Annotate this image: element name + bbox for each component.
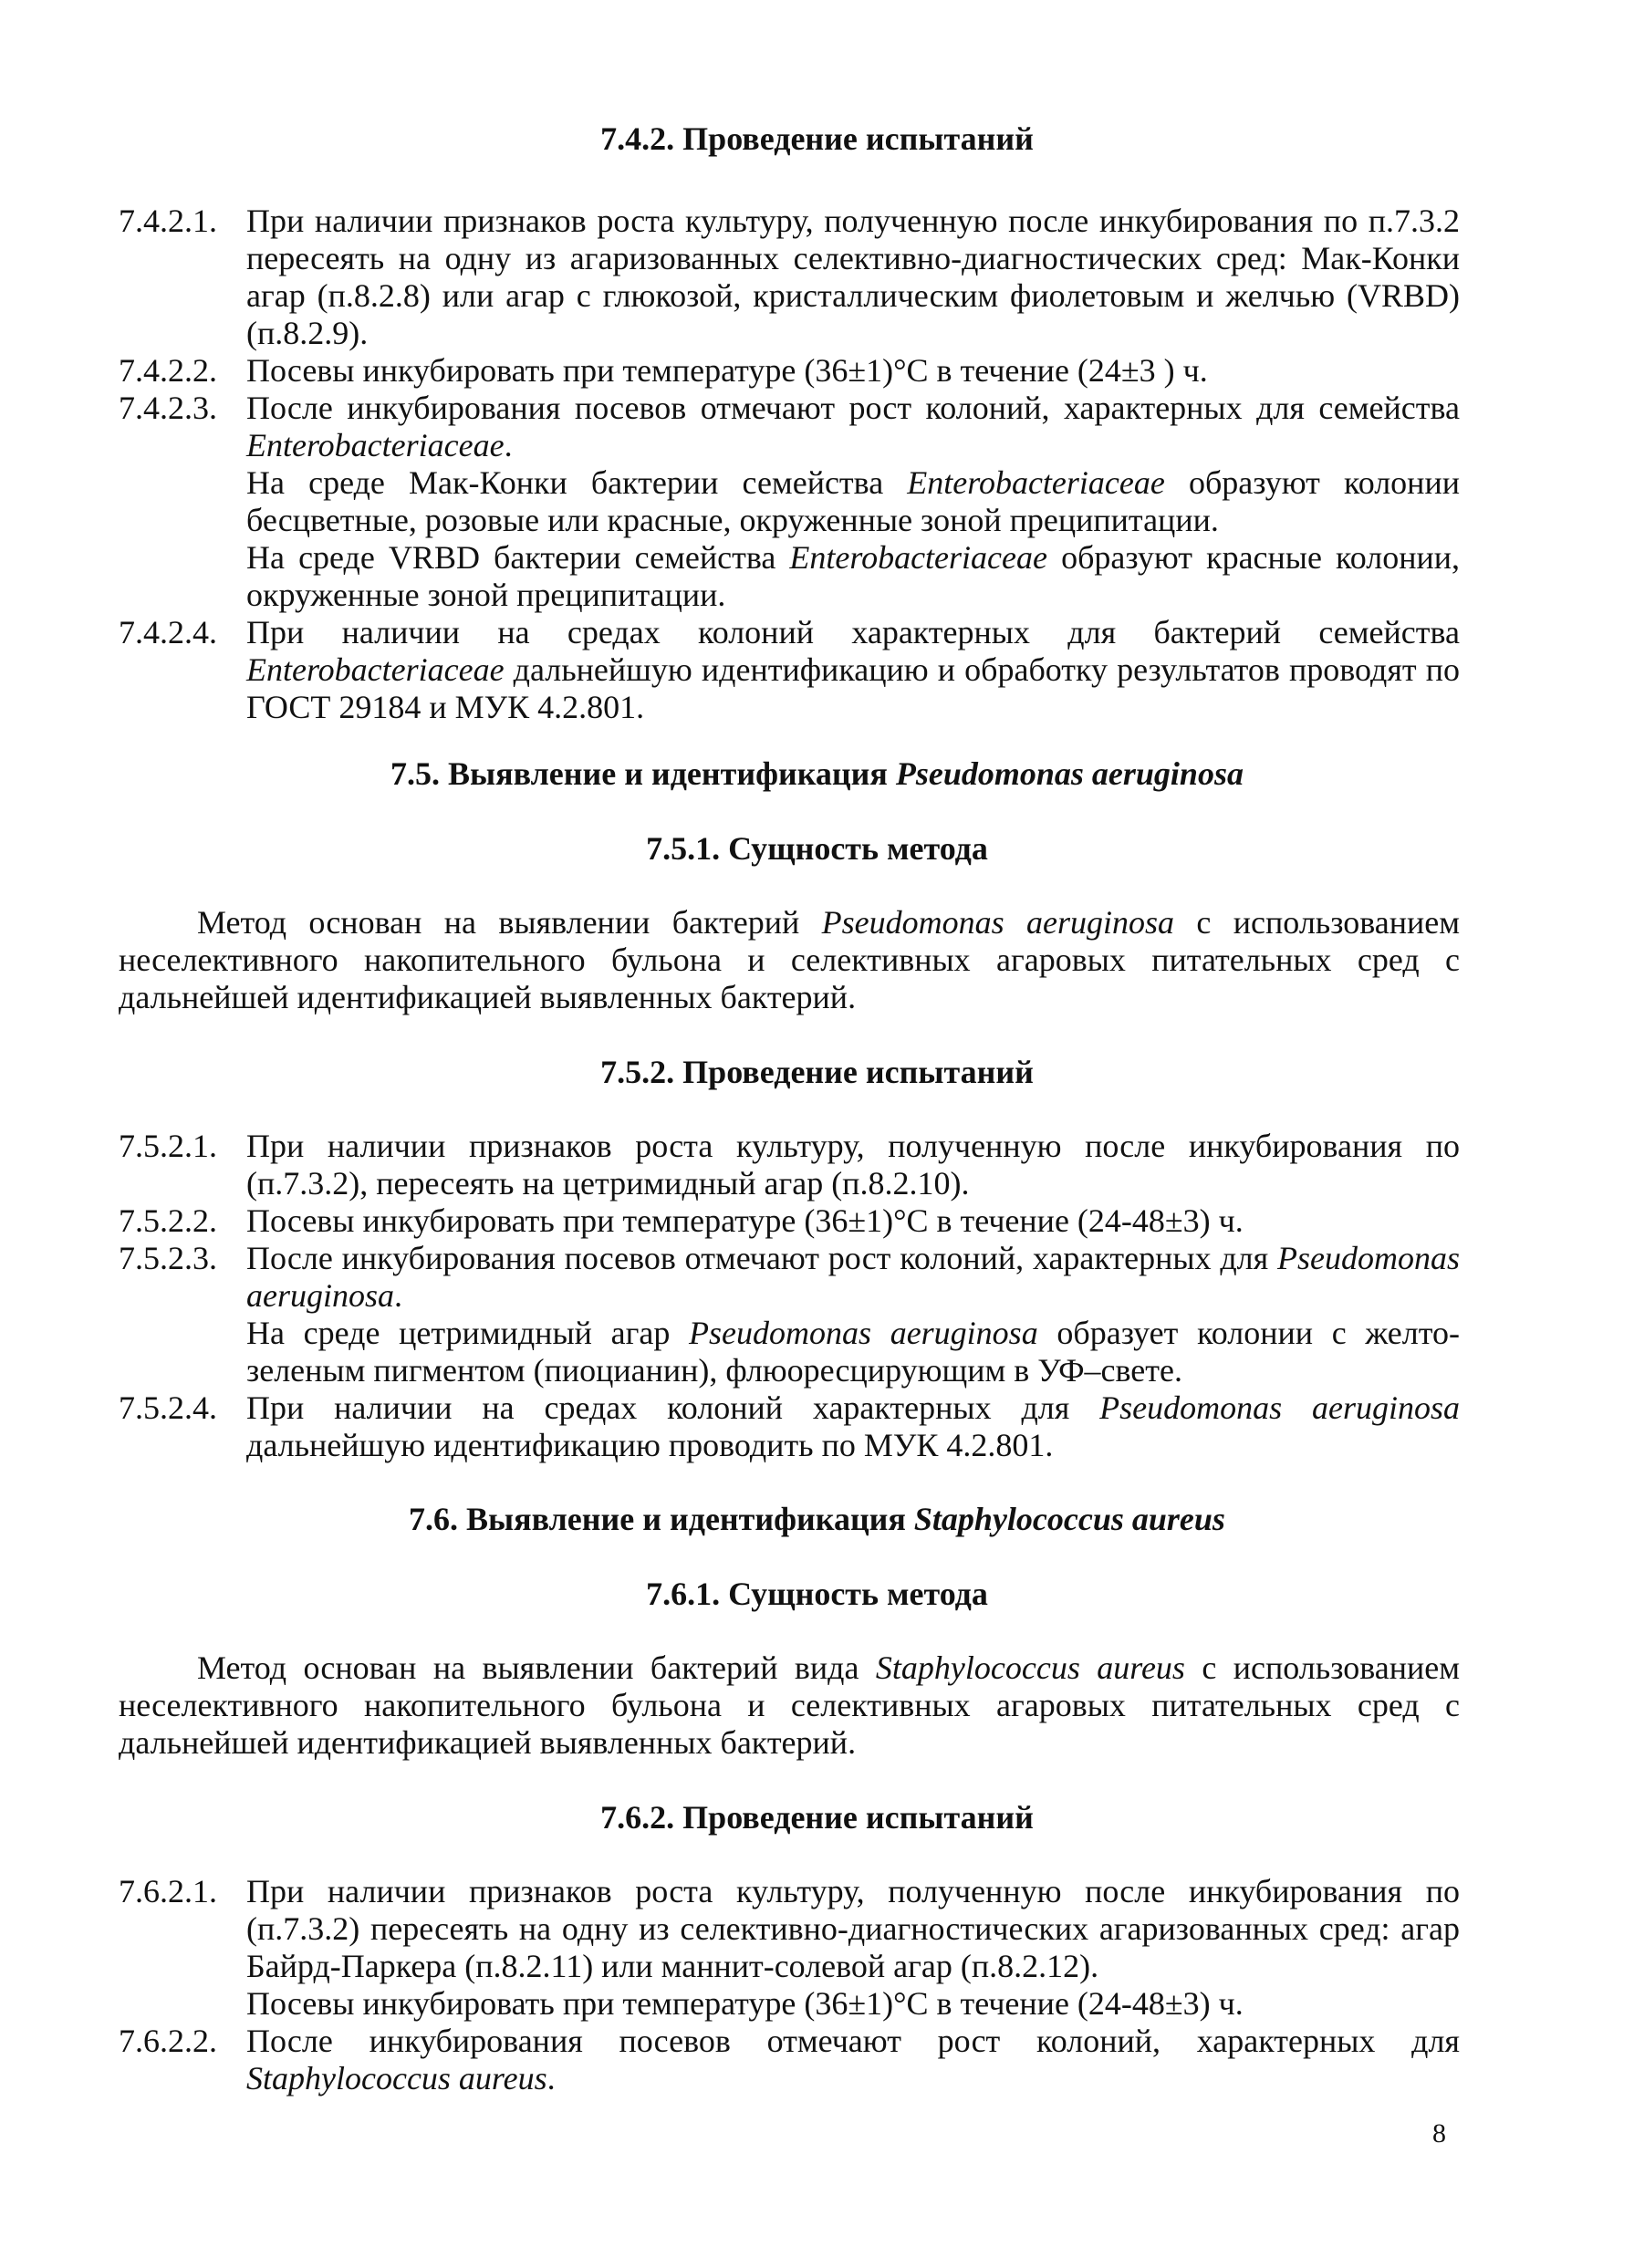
item-text: При наличии признаков роста культуру, полученную после инкубирования по (п.7.3.2), пересеять на цетримидный агар (п.8.2.10). <box>246 1128 1460 1202</box>
section-heading-7-6-1: 7.6.1. Сущность метода <box>646 1576 988 1612</box>
list-item-7-6-2-2 <box>119 2023 1460 2097</box>
list-item-7-4-2-4 <box>119 614 1460 726</box>
list-item-7-4-2-2 <box>119 352 1460 390</box>
list-item-7-6-2-1 <box>119 1873 1460 2023</box>
item-number: 7.6.2.1. <box>119 1873 217 1909</box>
section-heading-7-6-2: 7.6.2. Проведение испытаний <box>600 1799 1034 1836</box>
list-item-7-5-2-1 <box>119 1128 1460 1202</box>
item-text: При наличии на средах колоний характерных для Pseudomonas aeruginosa дальнейшую идентификацию проводить по МУК 4.2.801. <box>246 1389 1460 1463</box>
item-number: 7.4.2.1. <box>119 203 217 239</box>
item-text: Посевы инкубировать при температуре (36±1)°С в течение (24-48±3) ч. <box>246 1985 1244 2022</box>
item-number: 7.5.2.1. <box>119 1128 217 1164</box>
item-text: На среде VRBD бактерии семейства Enterobacteriaceae образуют красные колонии, окруженные зоной преципитации. <box>246 539 1460 613</box>
list-item-7-4-2-1 <box>119 203 1460 352</box>
list-item-7-5-2-4 <box>119 1389 1460 1464</box>
item-text: Посевы инкубировать при температуре (36±1)°С в течение (24-48±3) ч. <box>246 1202 1244 1239</box>
item-number: 7.4.2.4. <box>119 614 217 650</box>
item-text: При наличии признаков роста культуру, полученную после инкубирования по (п.7.3.2) пересеять на одну из селективно-диагностических агаризованных сред: агар Байрд-Паркера (п.8.2.11) или маннит-солевой агар (п.8.2.12). <box>246 1873 1460 1984</box>
item-text: Посевы инкубировать при температуре (36±1)°С в течение (24±3 ) ч. <box>246 352 1208 389</box>
section-heading-7-5-1: 7.5.1. Сущность метода <box>646 830 988 867</box>
item-number: 7.4.2.3. <box>119 390 217 426</box>
item-number: 7.4.2.2. <box>119 352 217 389</box>
item-number: 7.5.2.3. <box>119 1240 217 1276</box>
section-heading-7-4-2: 7.4.2. Проведение испытаний <box>600 120 1034 157</box>
section-heading-7-5-2: 7.5.2. Проведение испытаний <box>600 1054 1034 1090</box>
item-number: 7.5.2.2. <box>119 1202 217 1239</box>
page-number: 8 <box>1432 2118 1446 2148</box>
section-heading-7-5: 7.5. Выявление и идентификация Pseudomonas aeruginosa <box>390 755 1244 792</box>
paragraph-7-6-1: Метод основан на выявлении бактерий вида Staphylococcus aureus с использованием неселективного накопительного бульона и селективных агаровых питательных сред с дальнейшей идентификацией выявленных бактерий. <box>119 1649 1460 1761</box>
paragraph-7-5-1: Метод основан на выявлении бактерий Pseudomonas aeruginosa с использованием неселективного накопительного бульона и селективных агаровых питательных сред с дальнейшей идентификацией выявленных бактерий. <box>119 904 1461 1015</box>
list-item-7-4-2-3 <box>119 390 1460 614</box>
item-number: 7.6.2.2. <box>119 2023 217 2059</box>
item-text: При наличии признаков роста культуру, полученную после инкубирования по п.7.3.2 пересеять на одну из агаризованных селективно-диагностических сред: Мак-Конки агар (п.8.2.8) или агар с глюкозой, кристаллическим фиолетовым и желчью (VRBD) (п.8.2.9). <box>246 203 1460 351</box>
item-text: После инкубирования посевов отмечают рост колоний, характерных для семейства Enterobacteriaceae. <box>246 390 1460 463</box>
list-item-7-5-2-3 <box>119 1240 1460 1389</box>
item-text: После инкубирования посевов отмечают рост колоний, характерных для Staphylococcus aureus. <box>246 2023 1460 2096</box>
item-text: На среде цетримидный агар Pseudomonas aeruginosa образует колонии с желто-зеленым пигментом (пиоцианин), флюоресцирующим в УФ–свете. <box>246 1315 1460 1389</box>
list-item-7-5-2-2 <box>119 1202 1460 1240</box>
item-text: После инкубирования посевов отмечают рост колоний, характерных для Pseudomonas aeruginosa. <box>246 1240 1460 1314</box>
item-text: При наличии на средах колоний характерных для бактерий семейства Enterobacteriaceae дальнейшую идентификацию и обработку результатов проводят по ГОСТ 29184 и МУК 4.2.801. <box>246 614 1460 725</box>
item-number: 7.5.2.4. <box>119 1389 217 1426</box>
section-heading-7-6: 7.6. Выявление и идентификация Staphylococcus aureus <box>409 1501 1225 1537</box>
item-text: На среде Мак-Конки бактерии семейства Enterobacteriaceae образуют колонии бесцветные, розовые или красные, окруженные зоной преципитации. <box>246 464 1460 538</box>
